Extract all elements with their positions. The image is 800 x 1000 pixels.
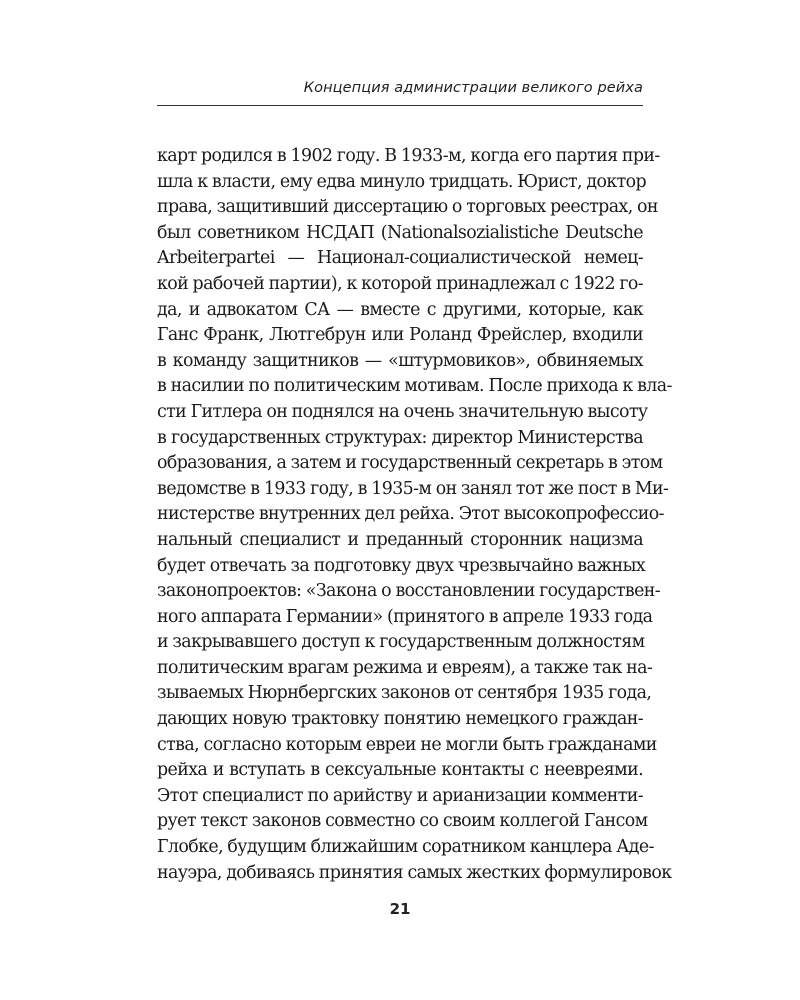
text-line: дающих новую трактовку понятию немецкого граждан- (157, 709, 643, 730)
text-line: ведомстве в 1933 году, в 1935-м он занял тот же пост в Ми- (157, 478, 669, 499)
text-line: нистерстве внутренних дел рейха. Этот высокопрофессио- (157, 504, 664, 525)
body-text (157, 144, 672, 886)
text-line: будет отвечать за подготовку двух чрезвычайно важных (157, 555, 646, 576)
text-line: Ганс Франк, Лютгебрун или Роланд Фрейслер, входили (157, 325, 643, 346)
text-line: шла к власти, ему едва минуло тридцать. Юрист, доктор (157, 171, 647, 192)
text-line: Этот специалист по арийству и арианизации комменти- (157, 785, 643, 806)
text-line: да, и адвокатом СА — вместе с другими, которые, как (157, 299, 643, 320)
text-line: нальный специалист и преданный сторонник нацизма (157, 529, 643, 550)
text-line: в команду защитников — «штурмовиков», обвиняемых (157, 350, 643, 371)
text-line: политическим врагам режима и евреям), а также так на- (157, 657, 653, 678)
text-line: науэра, добиваясь принятия самых жестких формулировок (157, 862, 672, 883)
text-line: зываемых Нюрнбергских законов от сентября 1935 года, (157, 683, 652, 704)
text-line: Arbeiterpartei — Национал-социалистической немец- (157, 248, 643, 269)
text-line: рует текст законов совместно со своим коллегой Гансом (157, 811, 648, 832)
text-line: был советником НСДАП (Nationalsozialistiche Deutsche (157, 222, 643, 243)
text-line: ного аппарата Германии» (принятого в апреле 1933 года (157, 606, 653, 627)
text-line: сти Гитлера он поднялся на очень значительную высоту (157, 401, 648, 422)
text-line: права, защитивший диссертацию о торговых реестрах, он (157, 197, 658, 218)
text-line: в государственных структурах: директор Министерства (157, 427, 643, 448)
page-number: 21 (389, 900, 411, 918)
text-line: образования, а затем и государственный секретарь в этом (157, 453, 663, 474)
text-line: ства, согласно которым евреи не могли быть гражданами (157, 734, 657, 755)
text-line: рейха и вступать в сексуальные контакты с неевреями. (157, 760, 643, 781)
text-line: законопроектов: «Закона о восстановлении государствен- (157, 581, 661, 602)
header-rule (157, 105, 643, 106)
text-line: кой рабочей партии), к которой принадлежал с 1922 го- (157, 273, 644, 294)
text-line: в насилии по политическим мотивам. После прихода к вла- (157, 376, 672, 397)
running-header-title: Концепция администрации великого рейха (303, 80, 643, 96)
text-line: и закрывавшего доступ к государственным должностям (157, 632, 645, 653)
text-line: Глобке, будущим ближайшим соратником канцлера Аде- (157, 837, 654, 858)
text-line: карт родился в 1902 году. В 1933-м, когда его партия при- (157, 146, 660, 166)
